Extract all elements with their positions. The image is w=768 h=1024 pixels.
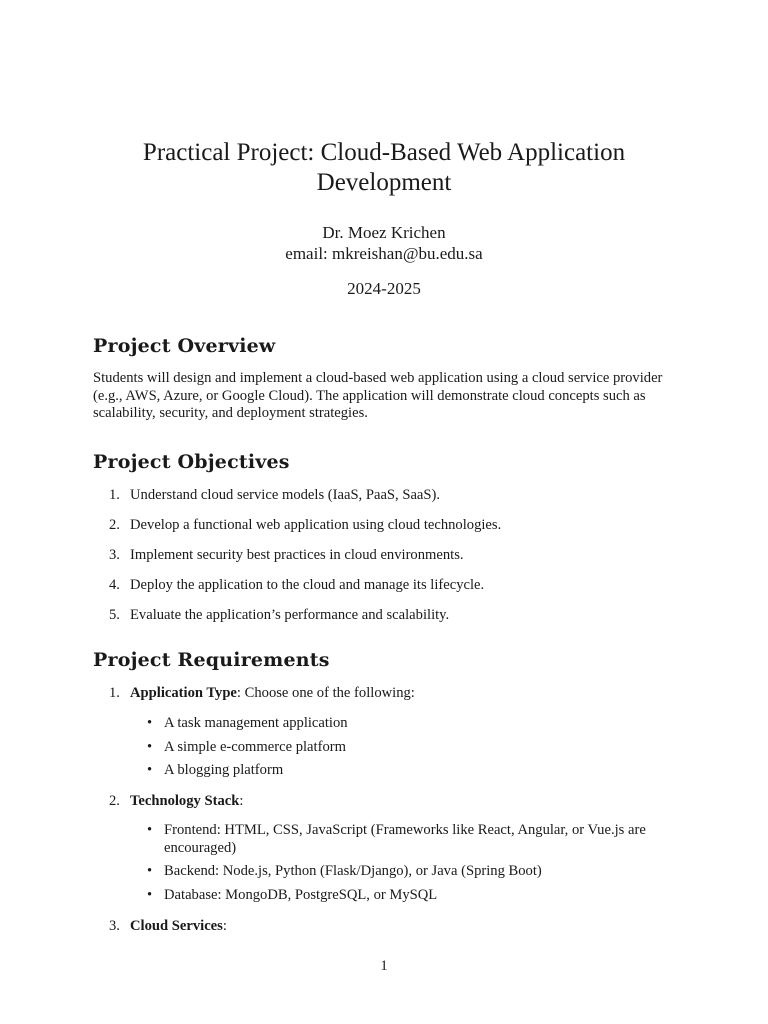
list-item: • A task management application (147, 714, 348, 731)
overview-text: Students will design and implement a cloud-based web application using a cloud service provider (e.g., AWS, Azure, or Google Cloud). The application will demonstrate cloud concepts such as scalability, security, and deployment strategies. (93, 370, 663, 422)
title-line-1: Practical Project: Cloud-Based Web Application (142, 139, 626, 166)
document-date: 2024-2025 (347, 279, 421, 298)
title-line-2: Development (316, 169, 452, 196)
document-body (93, 332, 683, 935)
list-item: 3. Implement security best practices in cloud environments. (109, 546, 464, 563)
requirement-label: Application Type (130, 685, 237, 702)
objectives-list (93, 487, 683, 625)
list-item: 3. Cloud Services: (109, 917, 227, 934)
section-requirements (93, 646, 683, 935)
objectives-heading: Project Objectives (93, 450, 290, 473)
page-number: 1 (380, 958, 388, 974)
requirement-label: Technology Stack (130, 792, 240, 809)
list-item: • A simple e-commerce platform (147, 738, 346, 755)
list-item: 2. Develop a functional web application using cloud technologies. (109, 516, 502, 533)
overview-heading: Project Overview (93, 335, 276, 357)
requirement-label: Cloud Services (130, 917, 223, 934)
list-item: • A blogging platform (147, 762, 284, 779)
section-objectives (93, 448, 683, 625)
list-item: 4. Deploy the application to the cloud and manage its lifecycle. (109, 576, 485, 593)
author-name: Dr. Moez Krichen (322, 223, 446, 242)
author-email: email: mkreishan@bu.edu.sa (285, 244, 483, 263)
list-item: • Backend: Node.js, Python (Flask/Django), or Java (Spring Boot) (147, 863, 542, 880)
sub-list (130, 715, 683, 780)
requirements-list (93, 685, 683, 935)
list-item: 5. Evaluate the application’s performance and scalability. (109, 606, 450, 623)
requirements-heading: Project Requirements (93, 649, 330, 672)
section-overview (93, 332, 683, 423)
list-item: • Frontend: HTML, CSS, JavaScript (Frameworks like React, Angular, or Vue.js are encouraged) (147, 822, 646, 856)
list-item: 1. Understand cloud service models (IaaS, PaaS, SaaS). (109, 486, 441, 503)
document-title (0, 138, 768, 198)
list-item: • Database: MongoDB, PostgreSQL, or MySQL (147, 887, 438, 904)
author-block (0, 222, 768, 264)
sub-list (130, 822, 683, 904)
list-item: 1. Application Type: Choose one of the following: • A task management application • A simple e-commerce platform • A blogging platform (93, 685, 683, 779)
title-block (0, 138, 768, 299)
list-item: 2. Technology Stack: • Frontend: HTML, CSS, JavaScript (Frameworks like React, Angular, or Vue.js are encouraged) • Backend: Node.js, Python (Flask/Django), or Java (Spring Boot) • Database: MongoDB, PostgreSQL, or MySQL (93, 793, 683, 905)
